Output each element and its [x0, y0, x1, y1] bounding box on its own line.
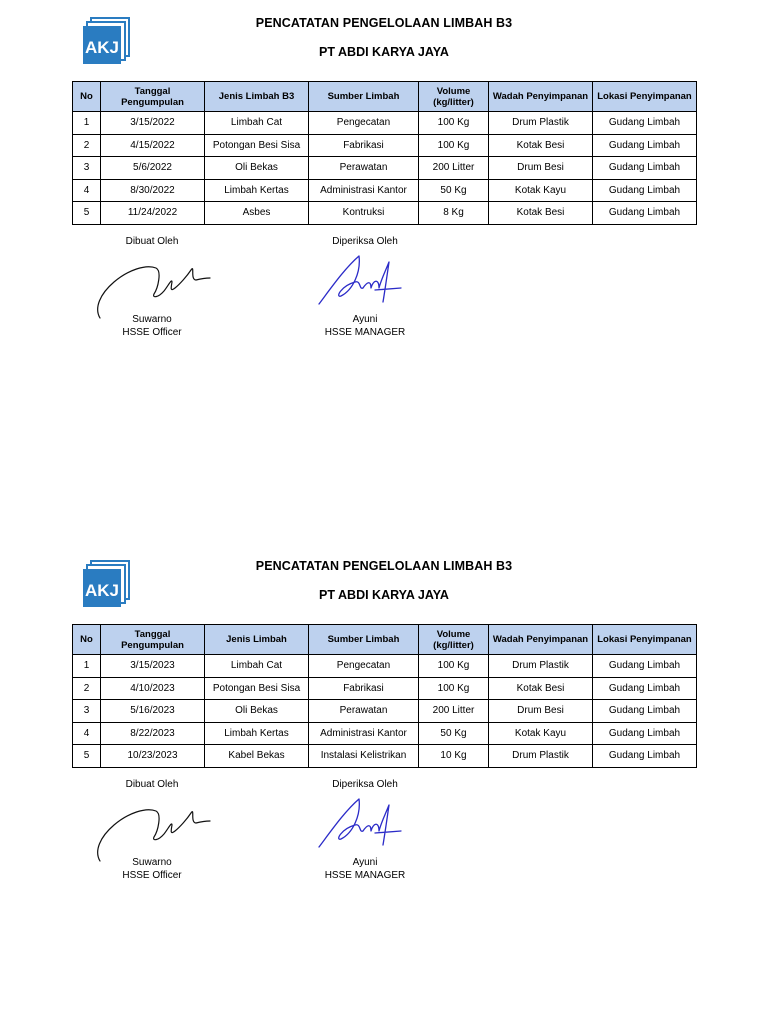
table-row [73, 202, 697, 225]
made-by-name: Suwarno [132, 314, 172, 325]
cell-location: Gudang Limbah [593, 677, 697, 700]
cell-source: Kontruksi [309, 202, 419, 225]
made-by-role: HSSE Officer [122, 870, 182, 881]
header-waste-type: Jenis Limbah [205, 625, 309, 655]
document-title: PENCATATAN PENGELOLAAN LIMBAH B3 [255, 16, 513, 30]
cell-date: 4/10/2023 [101, 677, 205, 700]
officer-signature-icon [92, 801, 217, 865]
cell-volume: 100 Kg [419, 134, 489, 157]
cell-volume: 8 Kg [419, 202, 489, 225]
cell-date: 8/22/2023 [101, 722, 205, 745]
header-volume: Volume (kg/litter) [419, 82, 489, 112]
header-location: Lokasi Penyimpanan [593, 625, 697, 655]
cell-volume: 50 Kg [419, 722, 489, 745]
cell-location: Gudang Limbah [593, 722, 697, 745]
waste-table [72, 81, 697, 225]
cell-date: 8/30/2022 [101, 179, 205, 202]
cell-source: Pengecatan [309, 112, 419, 135]
made-by-name: Suwarno [132, 857, 172, 868]
cell-date: 10/23/2023 [101, 745, 205, 768]
document-title: PENCATATAN PENGELOLAAN LIMBAH B3 [255, 559, 513, 573]
company-name: PT ABDI KARYA JAYA [319, 588, 449, 602]
table-row [73, 655, 697, 678]
cell-container: Kotak Kayu [489, 722, 593, 745]
cell-source: Administrasi Kantor [309, 179, 419, 202]
cell-volume: 200 Litter [419, 157, 489, 180]
header-source: Sumber Limbah [309, 82, 419, 112]
cell-no: 4 [73, 179, 101, 202]
header-date: Tanggal Pengumpulan [101, 625, 205, 655]
logo-text: AKJ [84, 581, 120, 600]
cell-location: Gudang Limbah [593, 745, 697, 768]
document-2023 [0, 543, 768, 1024]
table-row [73, 179, 697, 202]
table-row [73, 722, 697, 745]
cell-volume: 100 Kg [419, 112, 489, 135]
header-no: No [73, 625, 101, 655]
cell-waste-type: Oli Bekas [205, 157, 309, 180]
cell-location: Gudang Limbah [593, 179, 697, 202]
cell-volume: 200 Litter [419, 700, 489, 723]
cell-no: 3 [73, 157, 101, 180]
checked-by-name: Ayuni [352, 857, 378, 868]
cell-no: 2 [73, 134, 101, 157]
table-row [73, 745, 697, 768]
cell-volume: 50 Kg [419, 179, 489, 202]
header-source: Sumber Limbah [309, 625, 419, 655]
header-container: Wadah Penyimpanan [489, 625, 593, 655]
cell-no: 5 [73, 202, 101, 225]
cell-location: Gudang Limbah [593, 202, 697, 225]
cell-waste-type: Oli Bekas [205, 700, 309, 723]
cell-location: Gudang Limbah [593, 134, 697, 157]
cell-source: Fabrikasi [309, 134, 419, 157]
cell-waste-type: Potongan Besi Sisa [205, 677, 309, 700]
cell-waste-type: Limbah Cat [205, 112, 309, 135]
made-by-label: Dibuat Oleh [125, 236, 179, 247]
checked-by-role: HSSE MANAGER [324, 327, 406, 338]
table-row [73, 700, 697, 723]
cell-volume: 10 Kg [419, 745, 489, 768]
made-by-label: Dibuat Oleh [125, 779, 179, 790]
cell-waste-type: Potongan Besi Sisa [205, 134, 309, 157]
waste-table [72, 624, 697, 768]
made-by-role: HSSE Officer [122, 327, 182, 338]
header-waste-type: Jenis Limbah B3 [205, 82, 309, 112]
table-row [73, 112, 697, 135]
cell-no: 1 [73, 112, 101, 135]
cell-waste-type: Limbah Kertas [205, 179, 309, 202]
table-row [73, 134, 697, 157]
cell-source: Perawatan [309, 157, 419, 180]
cell-waste-type: Kabel Bekas [205, 745, 309, 768]
logo-text: AKJ [84, 38, 120, 57]
cell-date: 11/24/2022 [101, 202, 205, 225]
manager-signature-icon [315, 250, 405, 308]
cell-no: 3 [73, 700, 101, 723]
cell-date: 5/6/2022 [101, 157, 205, 180]
cell-no: 1 [73, 655, 101, 678]
cell-location: Gudang Limbah [593, 700, 697, 723]
cell-waste-type: Asbes [205, 202, 309, 225]
cell-container: Kotak Besi [489, 134, 593, 157]
cell-container: Kotak Kayu [489, 179, 593, 202]
manager-signature-icon [315, 793, 405, 851]
header-date: Tanggal Pengumpulan [101, 82, 205, 112]
cell-source: Pengecatan [309, 655, 419, 678]
table-header-row [73, 82, 697, 112]
checked-by-label: Diperiksa Oleh [332, 779, 398, 790]
cell-date: 4/15/2022 [101, 134, 205, 157]
cell-date: 3/15/2022 [101, 112, 205, 135]
cell-container: Drum Besi [489, 157, 593, 180]
header-no: No [73, 82, 101, 112]
cell-source: Administrasi Kantor [309, 722, 419, 745]
cell-no: 4 [73, 722, 101, 745]
table-header-row [73, 625, 697, 655]
cell-container: Drum Plastik [489, 745, 593, 768]
table-row [73, 677, 697, 700]
cell-source: Perawatan [309, 700, 419, 723]
cell-volume: 100 Kg [419, 677, 489, 700]
cell-no: 5 [73, 745, 101, 768]
officer-signature-icon [92, 258, 217, 322]
cell-container: Drum Plastik [489, 655, 593, 678]
checked-by-label: Diperiksa Oleh [332, 236, 398, 247]
cell-location: Gudang Limbah [593, 157, 697, 180]
cell-container: Drum Plastik [489, 112, 593, 135]
cell-source: Instalasi Kelistrikan [309, 745, 419, 768]
cell-location: Gudang Limbah [593, 655, 697, 678]
cell-waste-type: Limbah Kertas [205, 722, 309, 745]
header-location: Lokasi Penyimpanan [593, 82, 697, 112]
header-container: Wadah Penyimpanan [489, 82, 593, 112]
header-volume: Volume (kg/litter) [419, 625, 489, 655]
cell-container: Kotak Besi [489, 202, 593, 225]
cell-source: Fabrikasi [309, 677, 419, 700]
cell-waste-type: Limbah Cat [205, 655, 309, 678]
cell-container: Kotak Besi [489, 677, 593, 700]
cell-date: 5/16/2023 [101, 700, 205, 723]
checked-by-role: HSSE MANAGER [324, 870, 406, 881]
company-name: PT ABDI KARYA JAYA [319, 45, 449, 59]
cell-date: 3/15/2023 [101, 655, 205, 678]
cell-location: Gudang Limbah [593, 112, 697, 135]
checked-by-name: Ayuni [352, 314, 378, 325]
cell-no: 2 [73, 677, 101, 700]
cell-container: Drum Besi [489, 700, 593, 723]
table-row [73, 157, 697, 180]
cell-volume: 100 Kg [419, 655, 489, 678]
